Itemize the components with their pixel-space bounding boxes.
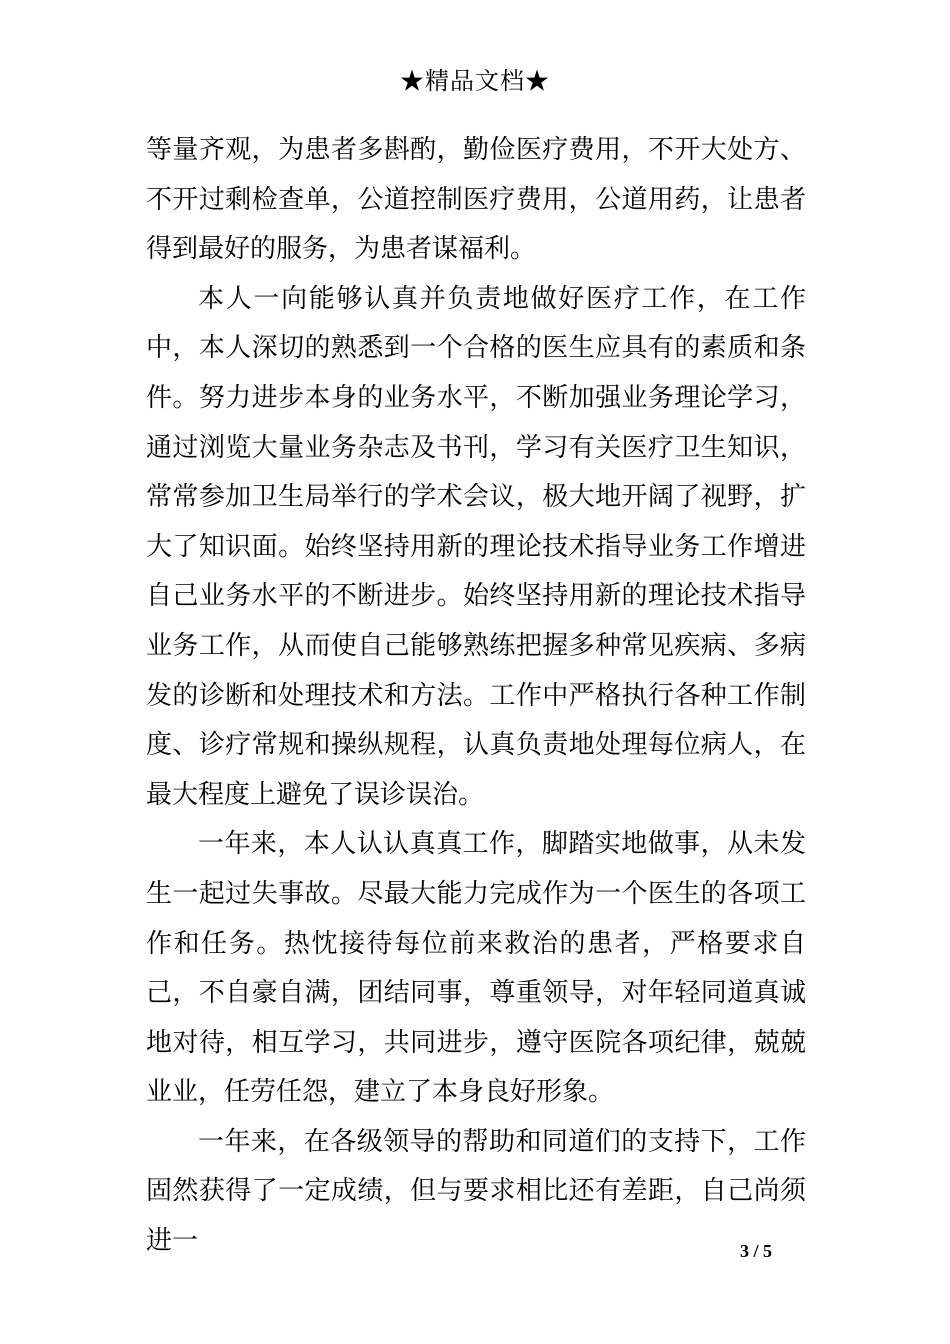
paragraph-1: 等量齐观，为患者多斟酌，勤俭医疗费用，不开大处方、不开过剩检查单，公道控制医疗费用，公道用药，让患者得到最好的服务，为患者谋福利。	[146, 135, 806, 265]
page-number: 3 / 5	[740, 1241, 773, 1261]
document-body	[146, 126, 806, 1267]
paragraph-4: 一年来，在各级领导的帮助和同道们的支持下，工作固然获得了一定成绩，但与要求相比还有差距，自己尚须进一	[146, 1126, 806, 1257]
paragraph-3: 一年来，本人认认真真工作，脚踏实地做事，从未发生一起过失事故。尽最大能力完成作为一个医生的各项工作和任务。热忱接待每位前来救治的患者，严格要求自己，不自豪自满，团结同事，尊重领导，对年轻同道真诚地对待，相互学习，共同进步，遵守医院各项纪律，兢兢业业，任劳任怨，建立了本身良好形象。	[146, 829, 806, 1108]
paragraph-2: 本人一向能够认真并负责地做好医疗工作，在工作中，本人深切的熟悉到一个合格的医生应具有的素质和条件。努力进步本身的业务水平，不断加强业务理论学习，通过浏览大量业务杂志及书刊，学习有关医疗卫生知识，常常参加卫生局举行的学术会议，极大地开阔了视野，扩大了知识面。始终坚持用新的理论技术指导业务工作增进自己业务水平的不断进步。始终坚持用新的理论技术指导业务工作，从而使自己能够熟练把握多种常见疾病、多病发的诊断和处理技术和方法。工作中严格执行各种工作制度、诊疗常规和操纵规程，认真负责地处理每位病人，在最大程度上避免了误诊误治。	[146, 283, 806, 810]
document-header-title: ★精品文档★	[400, 67, 550, 95]
